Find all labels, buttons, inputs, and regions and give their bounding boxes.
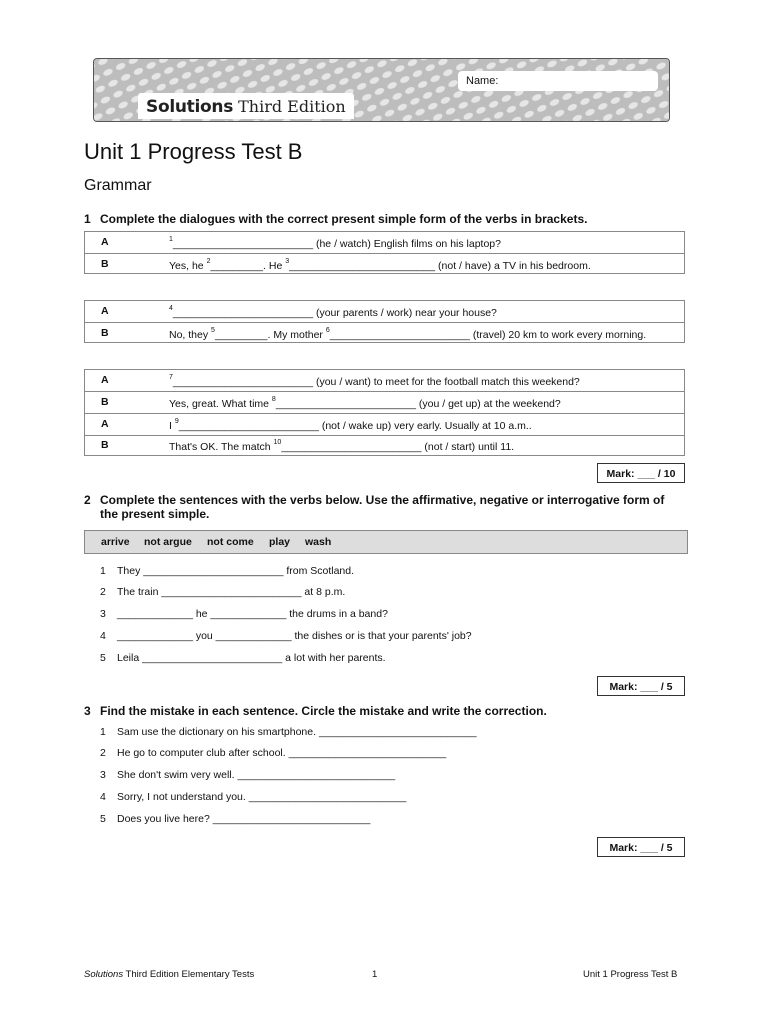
brand-rest: Third Edition: [233, 97, 346, 116]
speaker: B: [101, 439, 109, 451]
dialogue-row: [85, 396, 684, 416]
question-number: 2: [84, 493, 91, 507]
page-title: Unit 1 Progress Test B: [84, 139, 303, 164]
dialogue-line: $^1$________________________ (he / watch) English films on his laptop?: [169, 236, 501, 250]
dialogue-line: Yes, he $^2$_________. He $^3$_________________________ (not / have) a TV in his bedroom.: [169, 258, 591, 272]
word-item: wash: [305, 536, 332, 548]
list-item: 1 Sam use the dictionary on his smartphone. ___________________________: [100, 726, 477, 738]
dialogue-line: $^7$________________________ (you / want) to meet for the football match this weekend?: [169, 374, 580, 388]
dialogue-box-3: [84, 369, 685, 456]
word-item: arrive: [101, 536, 130, 548]
list-item: 3 She don't swim very well. ___________________________: [100, 769, 396, 781]
name-label: Name:: [466, 75, 499, 87]
question-text: Find the mistake in each sentence. Circle the mistake and write the correction.: [100, 704, 547, 718]
speaker: A: [101, 236, 109, 248]
dialogue-box-2: [84, 300, 685, 343]
speaker: A: [101, 418, 109, 430]
section-title: Grammar: [84, 177, 152, 194]
question-2-heading: [84, 493, 680, 521]
dialogue-row: [85, 305, 684, 325]
speaker: A: [101, 374, 109, 386]
word-item: not argue: [144, 536, 192, 548]
dialogue-line: Yes, great. What time $^8$________________________ (you / get up) at the weekend?: [169, 396, 561, 410]
question-number: 3: [84, 704, 91, 718]
mark-box: Mark: ___ / 5: [597, 676, 685, 696]
dialogue-line: I $^9$________________________ (not / wake up) very early. Usually at 10 a.m..: [169, 418, 532, 432]
list-item: 3 _____________ he _____________ the drums in a band?: [100, 608, 388, 620]
word-item: play: [269, 536, 291, 548]
question-3-heading: [84, 704, 680, 718]
footer-right: Unit 1 Progress Test B: [583, 969, 678, 980]
dialogue-row: [85, 439, 684, 459]
question-text: Complete the dialogues with the correct present simple form of the verbs in brackets.: [100, 212, 588, 226]
dialogue-box-1: [84, 231, 685, 274]
list-item: 5 Leila ________________________ a lot with her parents.: [100, 652, 386, 664]
speaker: A: [101, 305, 109, 317]
question-1-heading: [84, 212, 680, 226]
dialogue-row: [85, 236, 684, 256]
dialogue-row: [85, 258, 684, 278]
list-item: 4 _____________ you _____________ the dishes or is that your parents' job?: [100, 630, 472, 642]
mark-box: Mark: ___ / 5: [597, 837, 685, 857]
dialogue-line: No, they $^5$_________. My mother $^6$________________________ (travel) 20 km to work every morning.: [169, 327, 647, 341]
list-item: 2 The train ________________________ at 8 p.m.: [100, 586, 346, 598]
dialogue-row: [85, 374, 684, 394]
speaker: B: [101, 258, 109, 270]
list-item: 5 Does you live here? ___________________________: [100, 813, 371, 825]
word-box: [84, 530, 688, 554]
name-field[interactable]: [458, 71, 658, 91]
dialogue-row: [85, 418, 684, 438]
dialogue-line: $^4$________________________ (your parents / work) near your house?: [169, 305, 497, 319]
dialogue-line: That's OK. The match $^{10}$________________________ (not / start) until 11.: [169, 439, 515, 453]
mark-box: Mark: ___ / 10: [597, 463, 685, 483]
question-text: Complete the sentences with the verbs below. Use the affirmative, negative or interrogative form of the present simple.: [100, 493, 665, 521]
list-item: 1 They ________________________ from Scotland.: [100, 565, 355, 577]
list-item: 2 He go to computer club after school. ___________________________: [100, 747, 447, 759]
question-number: 1: [84, 212, 91, 226]
list-item: 4 Sorry, I not understand you. ___________________________: [100, 791, 407, 803]
brand-logo: [138, 93, 354, 119]
speaker: B: [101, 327, 109, 339]
page-number: 1: [372, 969, 378, 980]
brand-bold: Solutions: [146, 97, 234, 117]
word-item: not come: [207, 536, 254, 548]
footer-left: Solutions Third Edition Elementary Tests: [84, 969, 255, 980]
speaker: B: [101, 396, 109, 408]
dialogue-row: [85, 327, 684, 347]
header-banner: [93, 58, 670, 122]
